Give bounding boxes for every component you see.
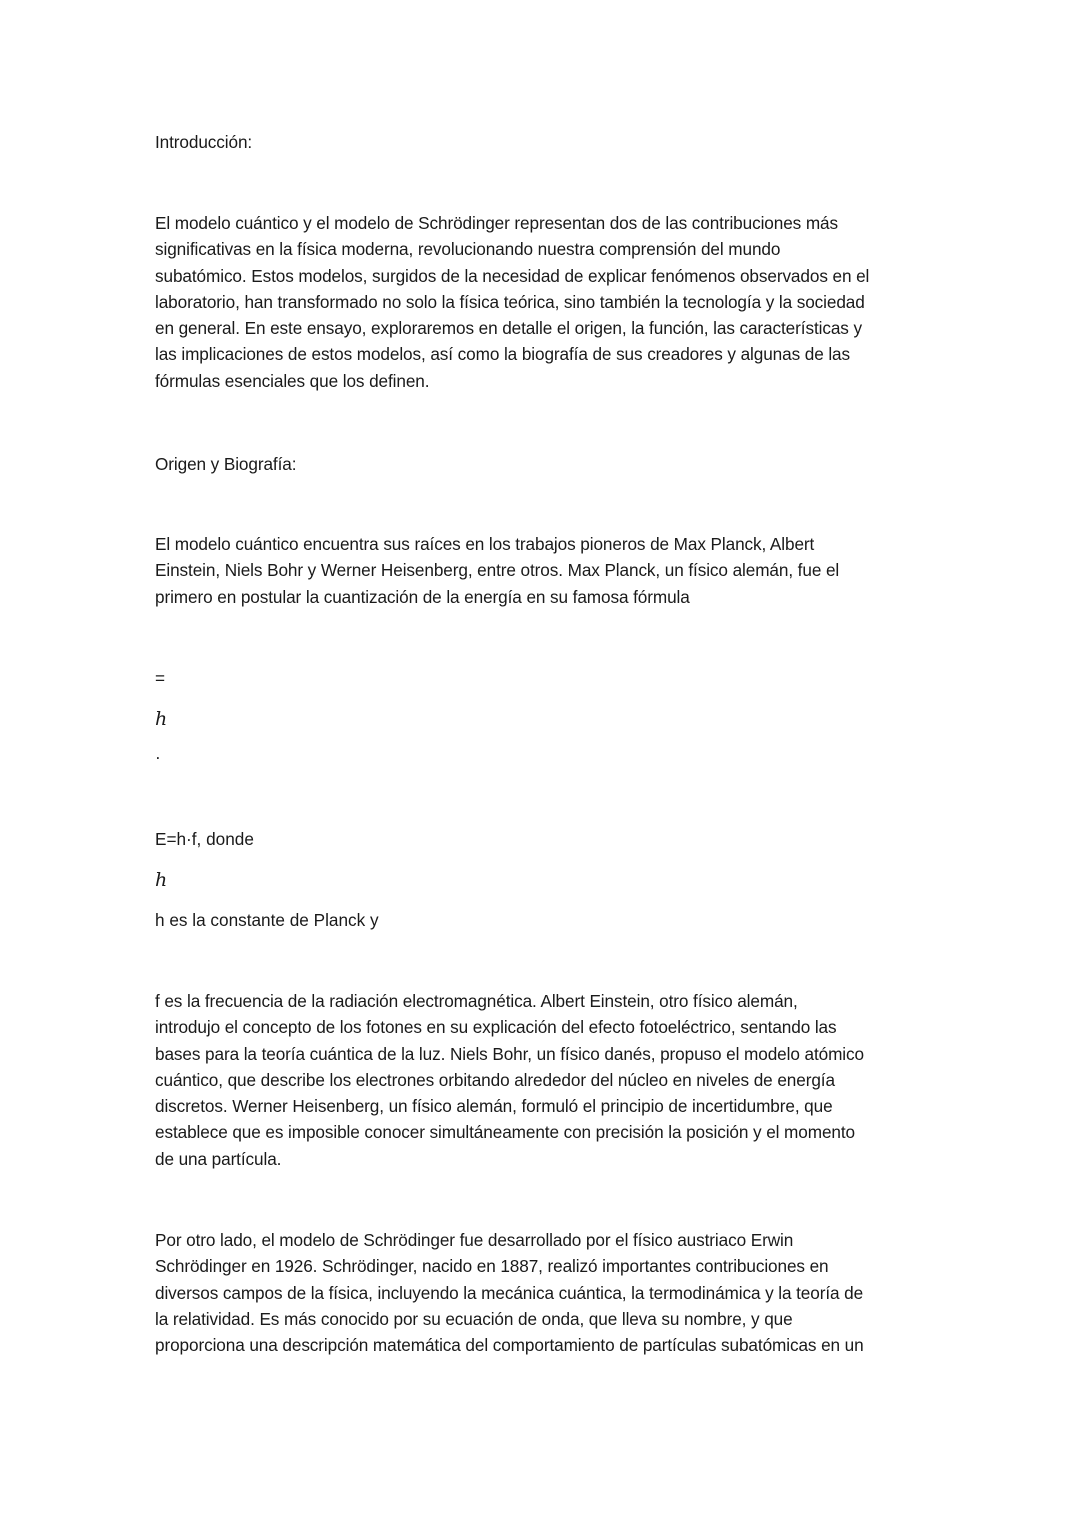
paragraph-line: Einstein, Niels Bohr y Werner Heisenberg, entre otros. Max Planck, un físico alemán, fue el bbox=[155, 560, 840, 581]
paragraph-line: bases para la teoría cuántica de la luz. Niels Bohr, un físico danés, propuso el modelo atómico bbox=[155, 1043, 864, 1064]
paragraph-line: de una partícula. bbox=[155, 1148, 282, 1169]
paragraph-line: las implicaciones de estos modelos, así como la biografía de sus creadores y algunas de las bbox=[155, 344, 851, 365]
paragraph-line: El modelo cuántico y el modelo de Schrödinger representan dos de las contribuciones más bbox=[155, 213, 839, 233]
paragraph-line: primero en postular la cuantización de la energía en su famosa fórmula bbox=[155, 586, 690, 607]
paragraph-line: Por otro lado, el modelo de Schrödinger fue desarrollado por el físico austriaco Erwin bbox=[155, 1230, 794, 1250]
planck-formula-text: E=h·f, donde bbox=[155, 829, 254, 849]
formula-h-symbol: h bbox=[155, 708, 168, 730]
intro-paragraph bbox=[155, 210, 930, 394]
paragraph-line: f es la frecuencia de la radiación electromagnética. Albert Einstein, otro físico alemán, bbox=[155, 991, 798, 1011]
origin-heading: Origen y Biografía: bbox=[155, 454, 297, 474]
frequency-paragraph bbox=[155, 988, 930, 1172]
paragraph-line: cuántico, que describe los electrones orbitando alrededor del núcleo en niveles de energía bbox=[155, 1069, 835, 1090]
paragraph-line: fórmulas esenciales que los definen. bbox=[155, 370, 430, 391]
intro-heading: Introducción: bbox=[155, 132, 253, 152]
formula-dot: · bbox=[155, 747, 161, 767]
origin-paragraph bbox=[155, 531, 930, 610]
paragraph-line: en general. En este ensayo, exploraremos en detalle el origen, la función, las características y bbox=[155, 318, 862, 339]
schrodinger-paragraph bbox=[155, 1227, 930, 1358]
paragraph-line: Schrödinger en 1926. Schrödinger, nacido en 1887, realizó importantes contribuciones en bbox=[155, 1256, 829, 1277]
paragraph-line: introdujo el concepto de los fotones en su explicación del efecto fotoeléctrico, sentando las bbox=[155, 1017, 837, 1038]
planck-constant-description: h es la constante de Planck y bbox=[155, 910, 379, 930]
paragraph-line: la relatividad. Es más conocido por su ecuación de onda, que lleva su nombre, y que bbox=[155, 1308, 793, 1329]
formula-equals-sign: = bbox=[155, 668, 166, 688]
paragraph-line: laboratorio, han transformado no solo la física teórica, sino también la tecnología y la sociedad bbox=[155, 291, 865, 312]
paragraph-line: establece que es imposible conocer simultáneamente con precisión la posición y el momento bbox=[155, 1122, 855, 1143]
formula-h-symbol-2: h bbox=[155, 869, 168, 891]
paragraph-line: significativas en la física moderna, revolucionando nuestra comprensión del mundo bbox=[155, 239, 781, 260]
paragraph-line: subatómico. Estos modelos, surgidos de la necesidad de explicar fenómenos observados en el bbox=[155, 265, 870, 286]
paragraph-line: discretos. Werner Heisenberg, un físico alemán, formuló el principio de incertidumbre, que bbox=[155, 1096, 833, 1117]
paragraph-line: El modelo cuántico encuentra sus raíces en los trabajos pioneros de Max Planck, Albert bbox=[155, 534, 815, 554]
paragraph-line: proporciona una descripción matemática del comportamiento de partículas subatómicas en un bbox=[155, 1335, 864, 1356]
paragraph-line: diversos campos de la física, incluyendo la mecánica cuántica, la termodinámica y la teoría de bbox=[155, 1282, 864, 1303]
